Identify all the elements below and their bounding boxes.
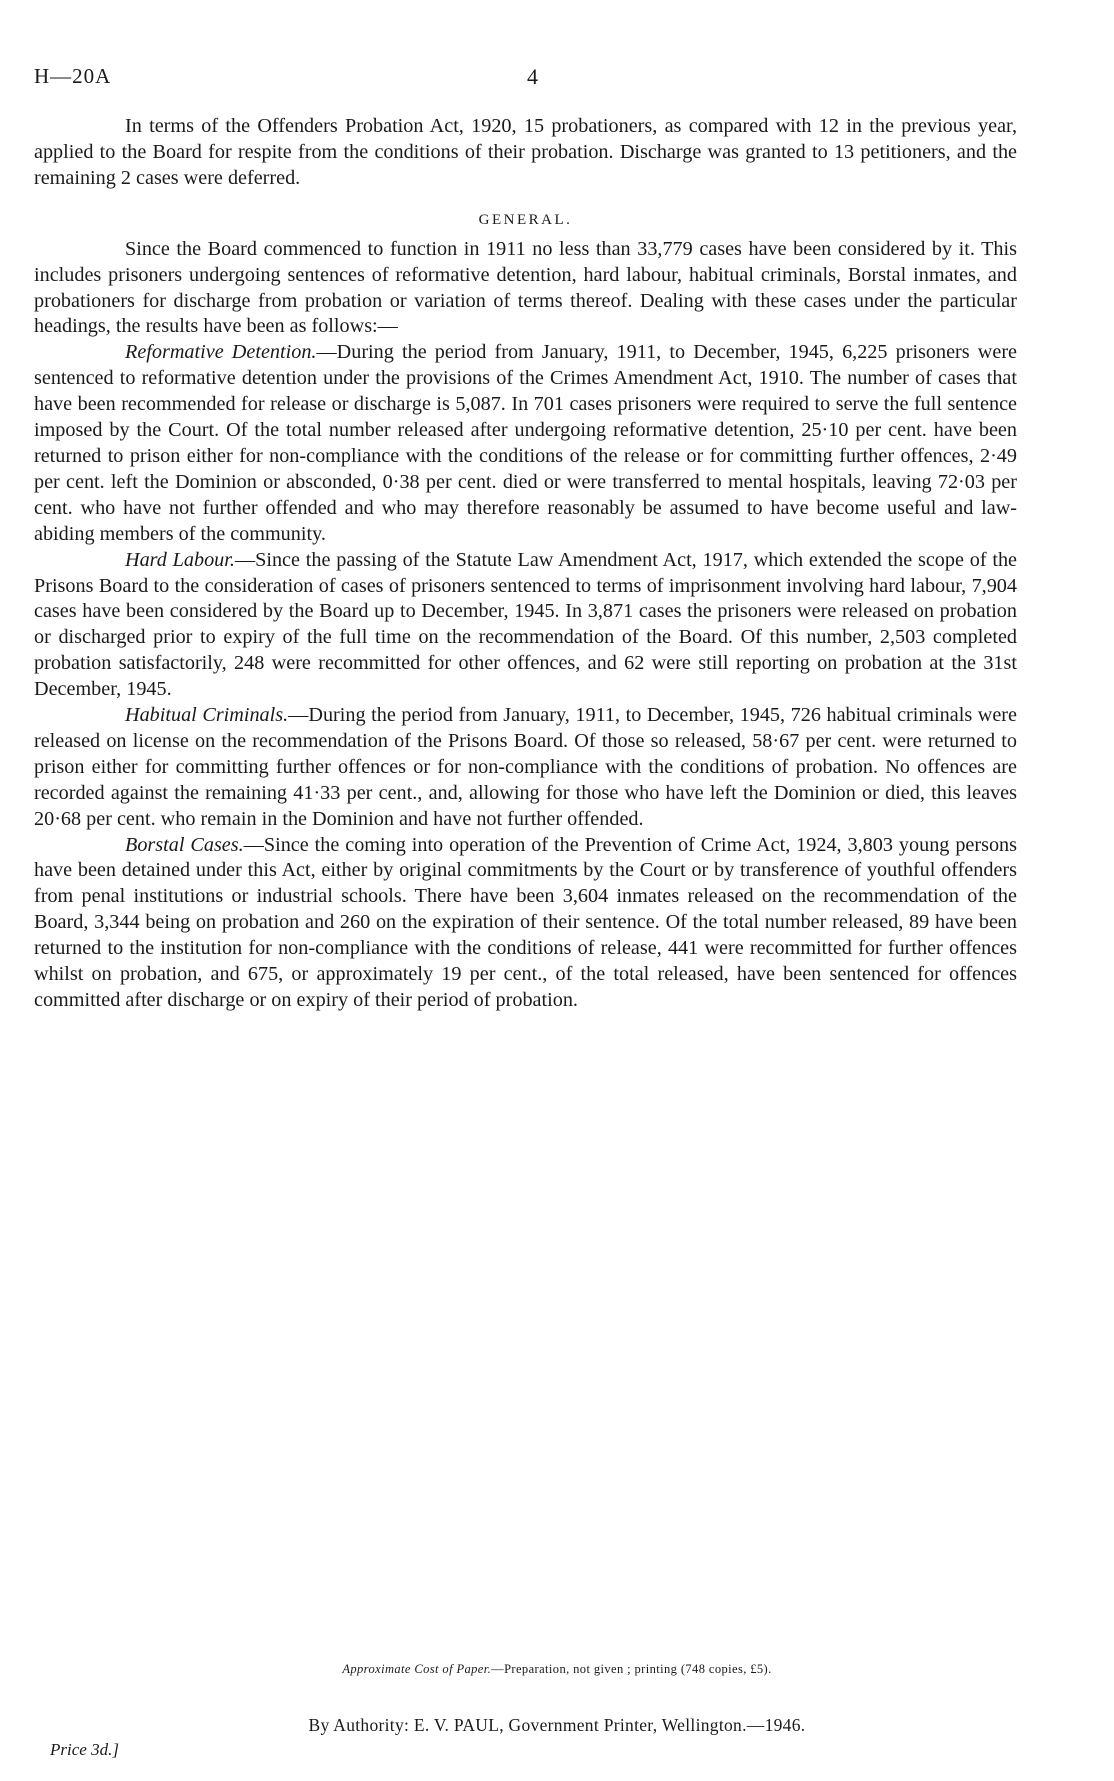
document-reference: H—20A — [34, 64, 112, 88]
price-note: Price 3d.] — [50, 1740, 119, 1759]
hard-labour-paragraph — [34, 548, 1017, 703]
cost-of-paper-label: Approximate Cost of Paper. — [342, 1662, 492, 1676]
borstal-cases-text: —Since the coming into operation of the Prevention of Crime Act, 1924, 3,803 young persons have been detained under this Act, either by original commitments by the Court or by transference of youthful offenders from penal institutions or industrial schools. There have been 3,604 inmates released on the recommendation of the Board, 3,344 being on probation and 260 on the expiration of their sentence. Of the total number released, 89 have been returned to the institution for non-compliance with the conditions of release, 441 were recommitted for further offences whilst on probation, and 675, or approximately 19 per cent., of the total released, have been sentenced for offences committed after discharge or on expiry of their period of probation. — [34, 833, 1017, 1011]
habitual-criminals-heading: Habitual Criminals. — [125, 704, 289, 727]
section-heading-general: GENERAL. — [478, 211, 573, 228]
habitual-criminals-text: —During the period from January, 1911, to December, 1945, 726 habitual criminals were released on license on the recommendation of the Prisons Board. Of those so released, 58·67 per cent. were returned to prison either for committing further offences or for non-compliance with the conditions of probation. No offences are recorded against the remaining 41·33 per cent., and, allowing for those who have left the Dominion or died, this leaves 20·68 per cent. who remain in the Dominion and have not further offended. — [34, 704, 1017, 830]
probation-paragraph: In terms of the Offenders Probation Act, 1920, 15 probationers, as compared with 12 in the previous year, applied to the Board for respite from the conditions of their probation. Discharge was granted to 13 petitioners, and the remaining 2 cases were deferred. — [34, 115, 1017, 189]
reformative-detention-paragraph — [34, 340, 1017, 547]
printer-imprint: By Authority: E. V. PAUL, Government Printer, Wellington.—1946. — [308, 1715, 806, 1735]
page-number: 4 — [527, 64, 538, 89]
habitual-criminals-paragraph — [34, 703, 1017, 833]
cost-of-paper-note — [0, 1662, 1114, 1677]
document-body — [34, 114, 1017, 1014]
hard-labour-heading: Hard Labour. — [125, 548, 235, 571]
borstal-cases-paragraph — [34, 833, 1017, 1014]
hard-labour-text: —Since the passing of the Statute Law Amendment Act, 1917, which extended the scope of the Prisons Board to the consideration of cases of prisoners sentenced to terms of imprisonment involving hard labour, 7,904 cases have been considered by the Board up to December, 1945. In 3,871 cases the prisoners were released on probation or discharged prior to expiry of the full time on the recommendation of the Board. Of this number, 2,503 completed probation satisfactorily, 248 were recommitted for other offences, and 62 were still reporting on probation at the 31st December, 1945. — [34, 548, 1017, 701]
cost-of-paper-text: —Preparation, not given ; printing (748 copies, £5). — [491, 1662, 772, 1676]
reformative-detention-heading: Reformative Detention. — [125, 341, 317, 364]
general-paragraph: Since the Board commenced to function in 1911 no less than 33,779 cases have been considered by it. This includes prisoners undergoing sentences of reformative detention, hard labour, habitual criminals, Borstal inmates, and probationers for discharge from probation or variation of terms thereof. Dealing with these cases under the particular headings, the results have been as follows:— — [34, 237, 1017, 338]
reformative-detention-text: —During the period from January, 1911, to December, 1945, 6,225 prisoners were sentenced to reformative detention under the provisions of the Crimes Amendment Act, 1910. The number of cases that have been recommended for release or discharge is 5,087. In 701 cases prisoners were required to serve the full sentence imposed by the Court. Of the total number released after undergoing reformative detention, 25·10 per cent. have been returned to prison either for non-compliance with the conditions of the release or for committing further offences, 2·49 per cent. left the Dominion or absconded, 0·38 per cent. died or were transferred to mental hospitals, leaving 72·03 per cent. who have not further offended and who may therefore reasonably be assumed to have become useful and law-abiding members of the community. — [34, 341, 1017, 545]
borstal-cases-heading: Borstal Cases. — [125, 833, 244, 856]
